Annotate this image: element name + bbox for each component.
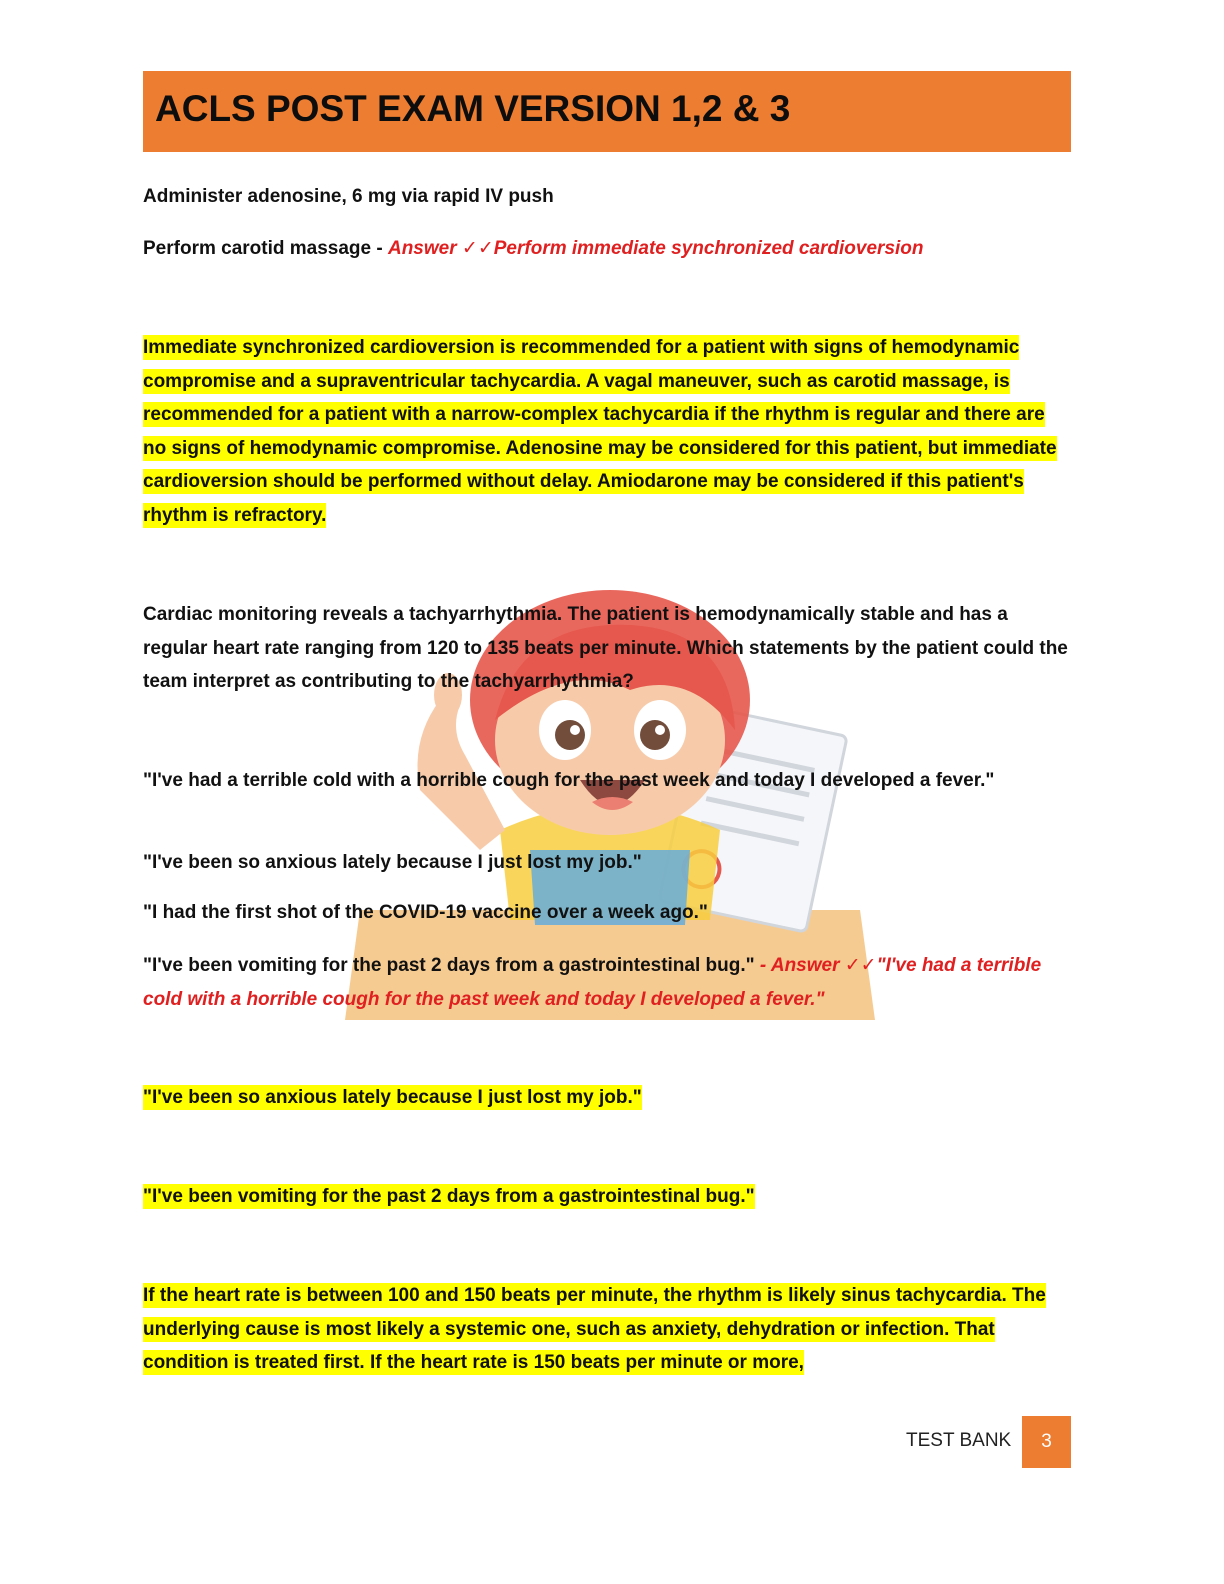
option-carotid: Perform carotid massage - bbox=[143, 238, 388, 259]
rationale-paragraph-2 bbox=[143, 1279, 1071, 1380]
rationale-paragraph bbox=[143, 331, 1071, 533]
page-number: 3 bbox=[1022, 1416, 1071, 1468]
answer-option-2: "I've been so anxious lately because I just lost my job." bbox=[143, 852, 642, 873]
footer-label: TEST BANK bbox=[906, 1430, 1012, 1451]
question-text: Cardiac monitoring reveals a tachyarrhythmia. The patient is hemodynamically stable and has a regular heart rate ranging from 120 to 135 beats per minute. Which statements by the patient could the team interpret as contributing to the tachyarrhythmia? bbox=[143, 604, 1068, 693]
option-adenosine: Administer adenosine, 6 mg via rapid IV push bbox=[143, 186, 554, 207]
option-carotid-with-answer bbox=[143, 232, 1071, 266]
answer-label: Answer ✓✓ bbox=[387, 238, 494, 259]
rationale-highlight-2: If the heart rate is between 100 and 150 beats per minute, the rhythm is likely sinus tachycardia. The underlying cause is most likely a systemic one, such as anxiety, dehydration or infection. That condition is treated first. If the heart rate is 150 beats per minute or more, bbox=[143, 1285, 1046, 1374]
highlight-text-2: "I've been vomiting for the past 2 days from a gastrointestinal bug." bbox=[143, 1186, 755, 1207]
highlighted-statement-1 bbox=[143, 1081, 1071, 1115]
document-header-bar bbox=[143, 71, 1071, 152]
answer-separator: - bbox=[754, 955, 771, 976]
answer-text: "I've had a terrible cold with a horrible cough for the past week and today I developed a fever." bbox=[143, 955, 1042, 1010]
answer-option-3: "I had the first shot of the COVID-19 vaccine over a week ago." bbox=[143, 902, 708, 923]
answer-text: Perform immediate synchronized cardioversion bbox=[493, 238, 924, 259]
answer-option-1: "I've had a terrible cold with a horrible cough for the past week and today I developed a fever." bbox=[143, 770, 995, 791]
highlight-text-1: "I've been so anxious lately because I just lost my job." bbox=[143, 1087, 642, 1108]
highlighted-statement-2 bbox=[143, 1180, 1071, 1214]
answer-option-4: "I've been vomiting for the past 2 days from a gastrointestinal bug." bbox=[143, 955, 755, 976]
document-title: ACLS POST EXAM VERSION 1,2 & 3 bbox=[155, 88, 791, 129]
answer-option-4-with-answer bbox=[143, 949, 1071, 1016]
rationale-highlight: Immediate synchronized cardioversion is recommended for a patient with signs of hemodynamic compromise and a supraventricular tachycardia. A vagal maneuver, such as carotid massage, is recommended for a patient with a narrow-complex tachycardia if the rhythm is regular and there are no signs of hemodynamic compromise. Adenosine may be considered for this patient, but immediate cardioversion should be performed without delay. Amiodarone may be considered if this patient's rhythm is refractory. bbox=[143, 337, 1057, 526]
answer-label: Answer ✓✓ bbox=[770, 955, 877, 976]
